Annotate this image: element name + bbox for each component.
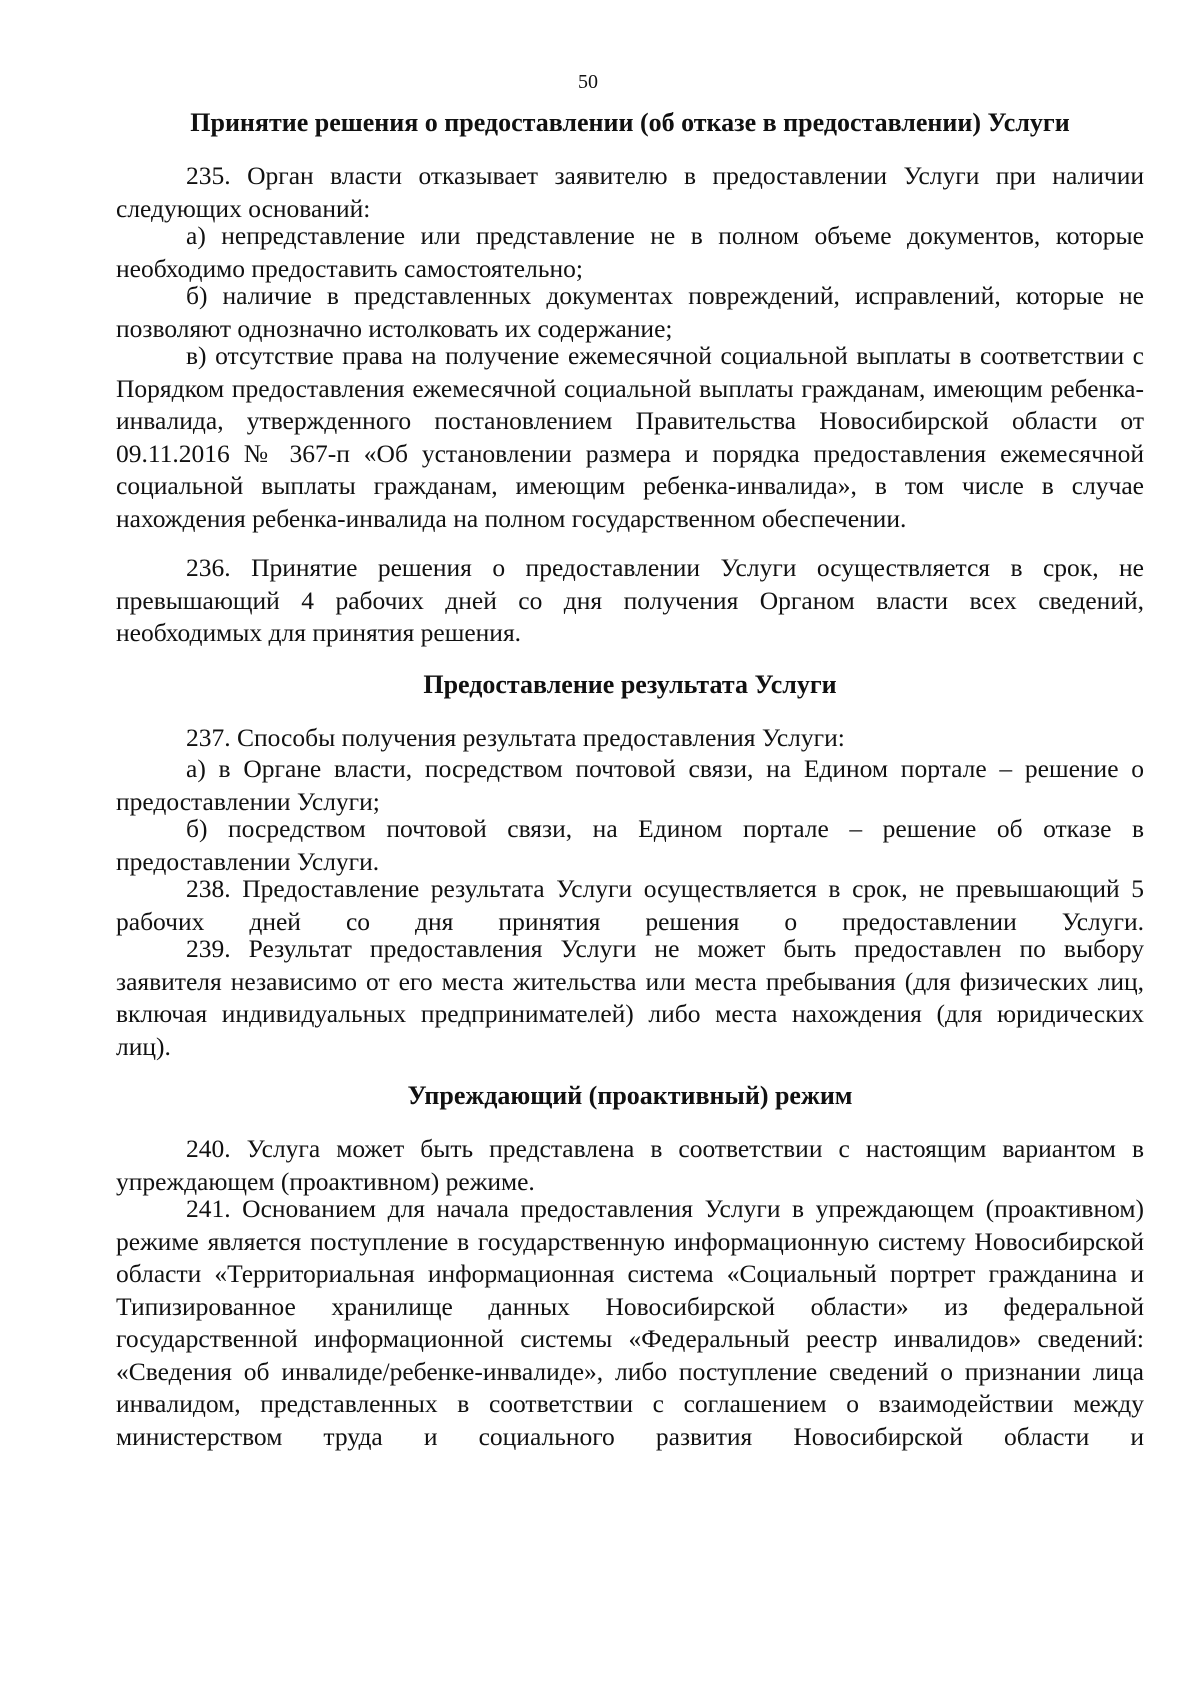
section-heading-result: Предоставление результата Услуги xyxy=(423,670,837,699)
paragraph-235-v: в) отсутствие права на получение ежемесячной социальной выплаты в соответствии с Порядком предоставления ежемесячной социальной выплаты гражданам, имеющим ребенка-инвалида, утвержденного постановлением Правительства Новосибирской области от 09.11.2016 № 367-п «Об установлении размера и порядка предоставления ежемесячной социальной выплаты гражданам, имеющим ребенка-инвалида», в том числе в случае нахождения ребенка-инвалида на полном государственном обеспечении. xyxy=(116,341,1144,533)
section-heading-proactive: Упреждающий (проактивный) режим xyxy=(407,1081,853,1110)
section-heading-decision: Принятие решения о предоставлении (об отказе в предоставлении) Услуги xyxy=(190,108,1070,137)
paragraph-235-b: б) наличие в представленных документах повреждений, исправлений, которые не позволяют однозначно истолковать их содержание; xyxy=(116,281,1144,343)
paragraph-239: 239. Результат предоставления Услуги не может быть предоставлен по выбору заявителя независимо от его места жительства или места пребывания (для физических лиц, включая индивидуальных предпринимателей) либо места нахождения (для юридических лиц). xyxy=(116,934,1144,1061)
page-number: 50 xyxy=(578,71,598,93)
paragraph-236: 236. Принятие решения о предоставлении Услуги осуществляется в срок, не превышающий 4 рабочих дней со дня получения Органом власти всех сведений, необходимых для принятия решения. xyxy=(116,553,1144,647)
paragraph-238: 238. Предоставление результата Услуги осуществляется в срок, не превышающий 5 рабочих дней со дня принятия решения о предоставлении Услуги. xyxy=(116,874,1144,936)
paragraph-237: 237. Способы получения результата предоставления Услуги: xyxy=(186,723,845,752)
paragraph-240: 240. Услуга может быть представлена в соответствии с настоящим вариантом в упреждающем (проактивном) режиме. xyxy=(116,1134,1144,1196)
paragraph-241: 241. Основанием для начала предоставления Услуги в упреждающем (проактивном) режиме является поступление в государственную информационную систему Новосибирской области «Территориальная информационная система «Социальный портрет гражданина и Типизированное хранилище данных Новосибирской области» из федеральной государственной информационной системы «Федеральный реестр инвалидов» сведений: «Сведения об инвалиде/ребенке-инвалиде», либо поступление сведений о признании лица инвалидом, представленных в соответствии с соглашением о взаимодействии между министерством труда и социального развития Новосибирской области и xyxy=(116,1194,1144,1451)
paragraph-235-a: а) непредставление или представление не в полном объеме документов, которые необходимо предоставить самостоятельно; xyxy=(116,221,1144,283)
paragraph-235: 235. Орган власти отказывает заявителю в предоставлении Услуги при наличии следующих оснований: xyxy=(116,161,1144,223)
paragraph-237-b: б) посредством почтовой связи, на Едином портале – решение об отказе в предоставлении Услуги. xyxy=(116,814,1144,876)
paragraph-237-a: а) в Органе власти, посредством почтовой связи, на Едином портале – решение о предоставлении Услуги; xyxy=(116,754,1144,816)
